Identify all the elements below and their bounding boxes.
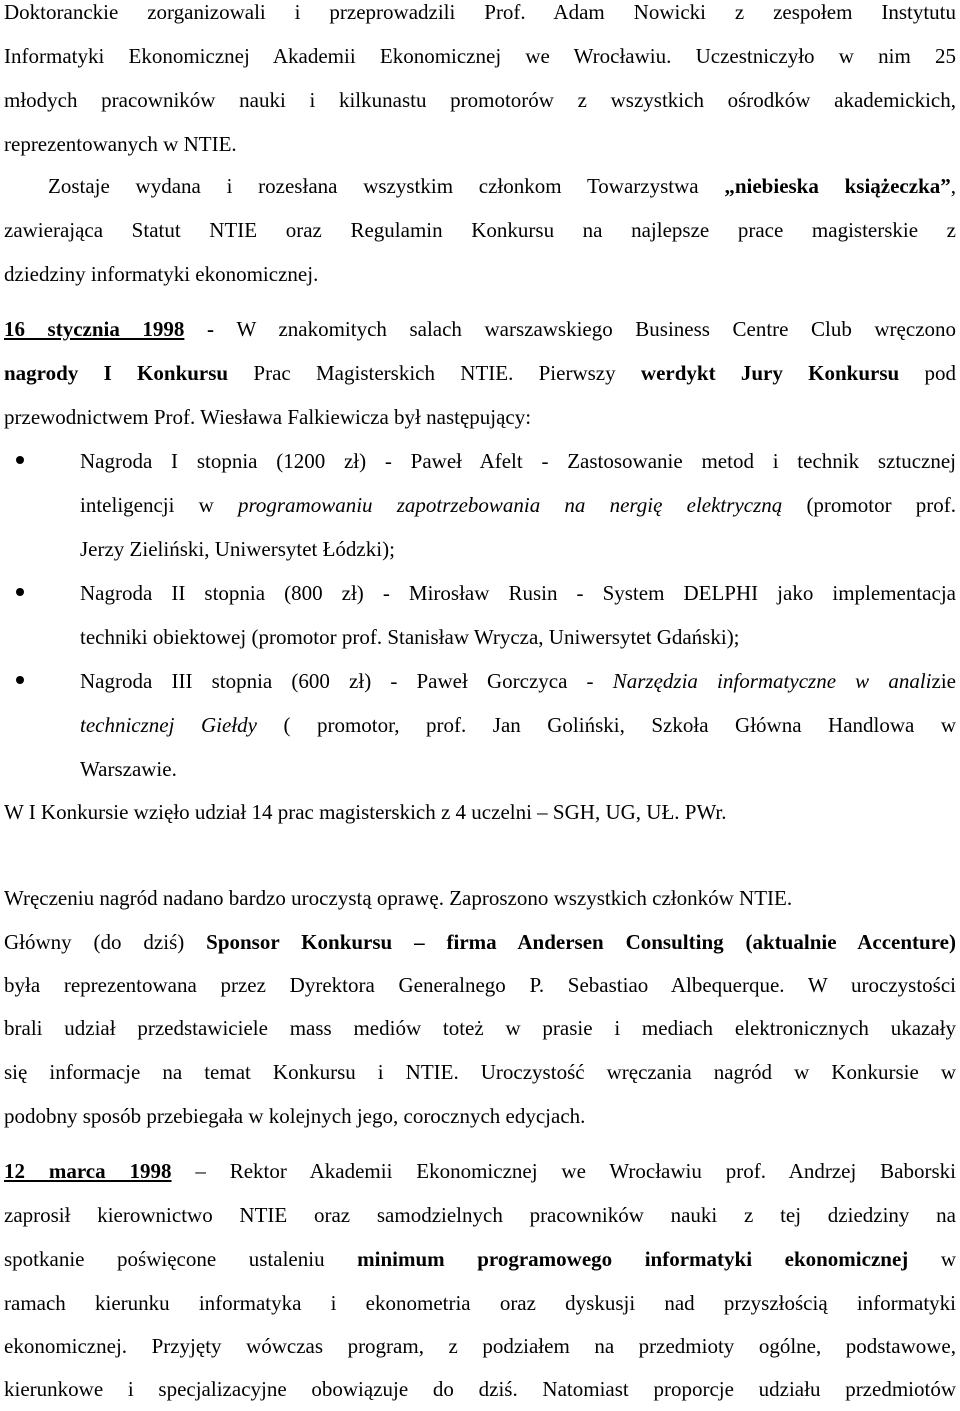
text-line: brali udział przedstawiciele mass mediów toteż w prasie i mediach elektronicznych ukazały	[4, 1016, 956, 1040]
text-line: ramach kierunku informatyka i ekonometria oraz dyskusji nad przyszłością informatyki	[4, 1291, 956, 1315]
list-item-line: techniki obiektowej (promotor prof. Stanisław Wrycza, Uniwersytet Gdański);	[80, 625, 740, 649]
text-line: dziedziny informatyki ekonomicznej.	[4, 262, 319, 286]
list-item-line	[80, 659, 956, 703]
text-span: W znakomitych salach warszawskiego Business Centre Club wręczono	[236, 317, 957, 341]
date-heading: 16 stycznia 1998	[4, 317, 185, 341]
text-span: Nagroda III stopnia (600 zł) - Paweł Gorczyca -	[80, 669, 613, 693]
text-line	[4, 351, 956, 395]
bullet-icon	[16, 456, 24, 464]
text-line: Wręczeniu nagród nadano bardzo uroczystą oprawę. Zaproszono wszystkich członków NTIE.	[4, 886, 793, 910]
text-line: młodych pracowników nauki i kilkunastu promotorów z wszystkich ośrodków akademickich,	[4, 88, 956, 112]
text-line: W I Konkursie wzięło udział 14 prac magisterskich z 4 uczelni – SGH, UG, UŁ. PWr.	[4, 800, 727, 824]
bold-phrase: minimum programowego informatyki ekonomicznej	[357, 1247, 909, 1271]
text-line: zawierająca Statut NTIE oraz Regulamin Konkursu na najlepsze prace magisterskie z	[4, 218, 956, 242]
bullet-icon	[16, 676, 24, 684]
text-span: (promotor prof.	[782, 493, 956, 517]
text-span: inteligencji w	[80, 493, 238, 517]
bold-phrase: werdykt Jury Konkursu	[640, 361, 900, 385]
text-span: Zostaje wydana i rozesłana wszystkim członkom Towarzystwa	[48, 174, 725, 198]
text-line	[4, 920, 956, 964]
text-line: reprezentowanych w NTIE.	[4, 132, 237, 156]
text-line: Doktoranckie zorganizowali i przeprowadzili Prof. Adam Nowicki z zespołem Instytutu	[4, 0, 956, 24]
list-item-line	[80, 483, 956, 527]
text-span: ( promotor, prof. Jan Goliński, Szkoła Główna Handlowa w	[256, 713, 957, 737]
text-line	[4, 1237, 956, 1281]
text-span: spotkanie poświęcone ustaleniu	[4, 1247, 358, 1271]
italic-title: Narzędzia informatyczne w anali	[612, 669, 932, 693]
bold-phrase: nagrody I Konkursu	[4, 361, 229, 385]
text-span: Prac Magisterskich NTIE. Pierwszy	[228, 361, 641, 385]
bold-phrase: Sponsor Konkursu – firma Andersen Consulting (aktualnie Accenture)	[206, 930, 956, 954]
text-line	[4, 164, 956, 208]
text-span: ,	[950, 174, 957, 198]
text-line: była reprezentowana przez Dyrektora Generalnego P. Sebastiao Albequerque. W uroczystości	[4, 973, 956, 997]
text-line	[4, 1149, 956, 1193]
text-span: w	[908, 1247, 957, 1271]
text-line: podobny sposób przebiegała w kolejnych jego, corocznych edycjach.	[4, 1104, 586, 1128]
text-line	[4, 307, 956, 351]
list-item-line: Nagroda I stopnia (1200 zł) - Paweł Afelt - Zastosowanie metod i technik sztucznej	[80, 449, 956, 473]
text-line: się informacje na temat Konkursu i NTIE. Uroczystość wręczania nagród w Konkursie w	[4, 1060, 956, 1084]
text-span: Główny (do dziś)	[4, 930, 207, 954]
bullet-icon	[16, 588, 24, 596]
text-line: ekonomicznej. Przyjęty wówczas program, z podziałem na przedmioty ogólne, podstawowe,	[4, 1334, 956, 1358]
text-span: pod	[899, 361, 957, 385]
book-title: „niebieska książeczka”	[724, 174, 951, 198]
italic-title: technicznej Giełdy	[80, 713, 257, 737]
list-item-line	[80, 703, 956, 747]
text-line: kierunkowe i specjalizacyjne obowiązuje do dziś. Natomiast proporcje udziału przedmiotów	[4, 1377, 956, 1401]
text-line: przewodnictwem Prof. Wiesława Falkiewicza był następujący:	[4, 405, 532, 429]
text-span: – Rektor Akademii Ekonomicznej we Wrocławiu prof. Andrzej Baborski	[171, 1159, 956, 1183]
dash: -	[184, 317, 237, 341]
italic-title: programowaniu zapotrzebowania na nergię elektryczną	[237, 493, 783, 517]
text-span: zie	[931, 669, 956, 693]
list-item-line: Jerzy Zieliński, Uniwersytet Łódzki);	[80, 537, 395, 561]
text-line: Informatyki Ekonomicznej Akademii Ekonomicznej we Wrocławiu. Uczestniczyło w nim 25	[4, 44, 956, 68]
list-item-line: Warszawie.	[80, 757, 177, 781]
date-heading: 12 marca 1998	[4, 1159, 172, 1183]
text-line: zaprosił kierownictwo NTIE oraz samodzielnych pracowników nauki z tej dziedziny na	[4, 1203, 956, 1227]
list-item-line: Nagroda II stopnia (800 zł) - Mirosław Rusin - System DELPHI jako implementacja	[80, 581, 956, 605]
